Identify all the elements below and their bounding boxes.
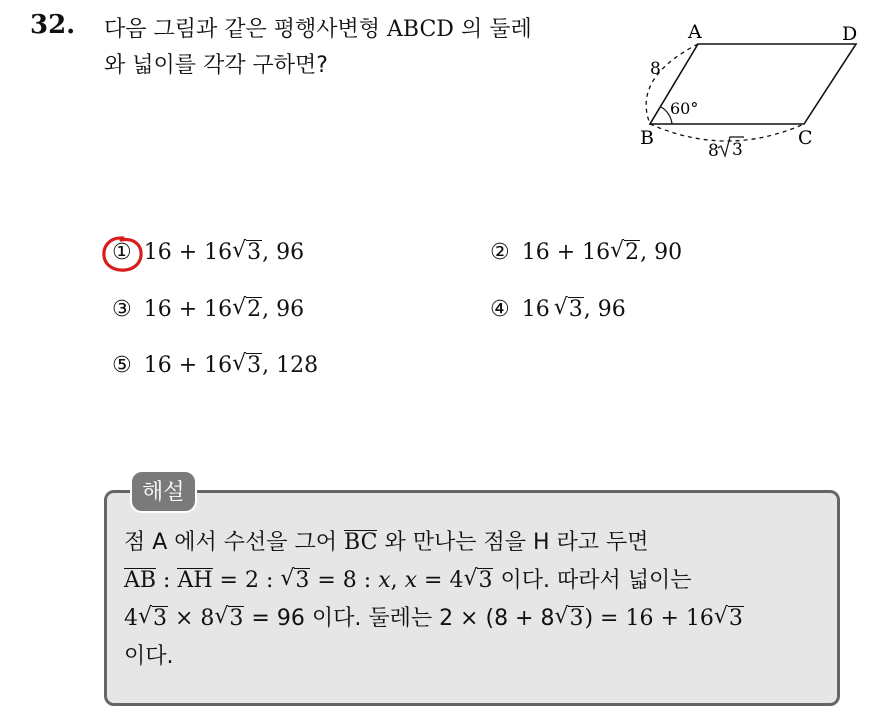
expl-l2-colon: : xyxy=(156,568,178,593)
explanation-line-1 xyxy=(124,524,829,562)
choice-5-radicand: 3 xyxy=(247,353,262,378)
choice-2[interactable] xyxy=(490,240,682,265)
choice-2-radicand: 2 xyxy=(625,240,640,265)
explanation-line-4: 이다. xyxy=(124,644,174,669)
vertex-b-label: B xyxy=(640,127,654,149)
choice-4-radicand: 3 xyxy=(568,297,583,322)
expl-l3-a: 4 xyxy=(124,606,138,631)
expl-l1-a: 점 A 에서 수선을 그어 xyxy=(124,530,338,555)
expl-segment-bc: BC xyxy=(344,530,378,555)
question-line-1-ko: 다음 그림과 같은 평행사변형 xyxy=(104,17,381,42)
expl-l3-sqrt4: √ 3 xyxy=(713,604,743,631)
expl-l2-comma: , xyxy=(390,568,405,593)
choice-5-sqrt: √ 3 xyxy=(232,351,262,378)
choice-3-radicand: 2 xyxy=(247,297,262,322)
explanation-line-3 xyxy=(124,600,829,638)
choice-2-sqrt: √ 2 xyxy=(610,238,640,265)
choice-3-sqrt: √ 2 xyxy=(232,295,262,322)
explanation-text xyxy=(124,524,829,676)
side-bc-coef: 8 xyxy=(708,141,719,161)
choice-4-value-b: , 96 xyxy=(583,297,626,322)
expl-l2-end: 이다. 따라서 넓이는 xyxy=(493,568,692,593)
side-bc-rad: 3 xyxy=(732,140,743,160)
arc-bc-dashed xyxy=(650,124,804,141)
expl-l1-b: 와 만나는 점을 H 라고 두면 xyxy=(384,530,649,555)
expl-l2-x1: x xyxy=(378,568,391,593)
expl-l2-eq3: = 4 xyxy=(417,568,464,593)
expl-l3-sqrt1: √ 3 xyxy=(138,604,167,631)
expl-l3-b: = 96 이다. 둘레는 2 × (8 + 8 xyxy=(244,606,555,631)
vertex-a-label: A xyxy=(688,21,702,43)
question-number: 32. xyxy=(30,10,76,40)
expl-l2-rad1: 3 xyxy=(295,568,310,593)
question-text xyxy=(104,12,624,84)
choice-3-value-a: 16 + 16 xyxy=(143,297,233,322)
choice-1-radicand: 3 xyxy=(247,240,262,265)
expl-l3-rad1: 3 xyxy=(153,606,167,631)
expl-l3-sqrt2: √ 3 xyxy=(214,604,244,631)
choice-5-number: ⑤ xyxy=(112,353,132,378)
expl-l3-rad4: 3 xyxy=(728,606,743,631)
choice-5-value-a: 16 + 16 xyxy=(143,353,233,378)
explanation-line-2 xyxy=(124,562,829,600)
choice-2-number: ② xyxy=(490,240,510,265)
expl-segment-ah: AH xyxy=(177,568,213,593)
choice-1-number: ① xyxy=(112,240,132,265)
question-line-2: 와 넓이를 각각 구하면? xyxy=(104,53,328,78)
choice-3-number: ③ xyxy=(112,297,132,322)
expl-l2-sqrt1: √ 3 xyxy=(280,566,310,593)
choice-1-value-a: 16 + 16 xyxy=(143,240,233,265)
expl-l2-eq1: = 2 : xyxy=(212,568,281,593)
choice-4-number: ④ xyxy=(490,297,510,322)
choice-2-value-a: 16 + 16 xyxy=(521,240,611,265)
choice-5[interactable] xyxy=(112,353,318,378)
choice-1[interactable] xyxy=(112,240,304,265)
parallelogram-figure xyxy=(630,18,870,168)
choice-1-sqrt: √ 3 xyxy=(232,238,262,265)
expl-l2-eq2: = 8 : xyxy=(310,568,379,593)
question-line-1 xyxy=(104,12,624,48)
choice-3[interactable] xyxy=(112,297,304,322)
angle-b-label: 60° xyxy=(670,99,699,118)
choice-4-sqrt: √ 3 xyxy=(553,295,583,322)
choice-2-value-b: , 90 xyxy=(640,240,683,265)
side-ab-label: 8 xyxy=(650,59,661,79)
choice-5-value-b: , 128 xyxy=(262,353,319,378)
expl-l2-rad2: 3 xyxy=(478,568,493,593)
vertex-c-label: C xyxy=(798,127,813,149)
expl-l2-x2: x xyxy=(404,568,418,593)
expl-l3-sqrt3: √ 3 xyxy=(554,604,584,631)
choice-3-value-b: , 96 xyxy=(262,297,305,322)
choice-4-value-a: 16 xyxy=(521,297,550,322)
vertex-d-label: D xyxy=(842,23,858,45)
expl-l3-times: × 8 xyxy=(168,606,215,631)
choice-4[interactable] xyxy=(490,297,626,322)
explanation-label: 해설 xyxy=(130,470,197,513)
expl-l3-c: ) = 16 + 16 xyxy=(584,606,714,631)
choice-1-value-b: , 96 xyxy=(262,240,305,265)
expl-l3-rad2: 3 xyxy=(229,606,244,631)
question-line-1-latin: ABCD xyxy=(387,17,454,42)
question-line-1-end: 의 둘레 xyxy=(460,17,532,42)
expl-l2-sqrt2: √ 3 xyxy=(463,566,493,593)
expl-segment-ab: AB xyxy=(124,568,157,593)
expl-l3-rad3: 3 xyxy=(569,606,584,631)
